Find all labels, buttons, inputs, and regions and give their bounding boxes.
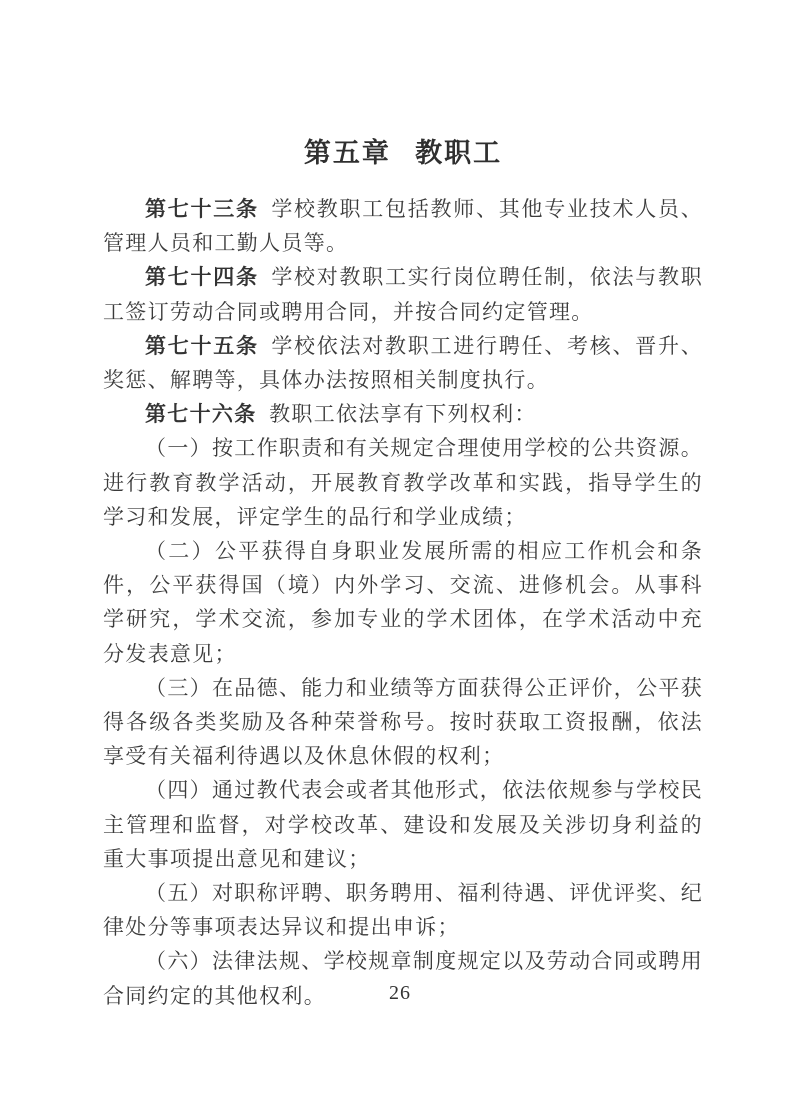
- page-number: 26: [389, 982, 411, 1004]
- paragraph-item-3: [103, 671, 703, 774]
- chapter-label: 第五章: [303, 138, 391, 168]
- paragraph-item-4: [103, 773, 703, 876]
- article-text: 教职工依法享有下列权利：: [269, 402, 537, 427]
- paragraph-item-5: [103, 876, 703, 944]
- paragraph-article-76: [103, 397, 703, 431]
- item-text: （三）在品德、能力和业绩等方面获得公正评价，公平获得各级各类奖励及各种荣誉称号。按时获取工资报酬，依法享受有关福利待遇以及休息休假的权利；: [103, 675, 703, 769]
- paragraph-article-74: [103, 260, 703, 328]
- article-text: 学校教职工包括教师、其他专业技术人员、管理人员和工勤人员等。: [103, 197, 703, 256]
- item-text: （六）法律法规、学校规章制度规定以及劳动合同或聘用合同约定的其他权利。: [103, 949, 703, 1008]
- article-number: 第七十五条: [145, 333, 259, 358]
- article-number: 第七十三条: [145, 197, 259, 221]
- item-text: （五）对职称评聘、职务聘用、福利待遇、评优评奖、纪律处分等事项表达异议和提出申诉；: [103, 881, 703, 940]
- item-text: （四）通过教代表会或者其他形式，依法依规参与学校民主管理和监督，对学校改革、建设和发展及关涉切身利益的重大事项提出意见和建议；: [103, 778, 703, 871]
- paragraph-item-1: [103, 431, 703, 534]
- chapter-title: [103, 136, 703, 170]
- chapter-name: 教职工: [415, 138, 503, 168]
- text-block: [103, 136, 703, 1013]
- item-text: （二）公平获得自身职业发展所需的相应工作机会和条件，公平获得国（境）内外学习、交流、进修机会。从事科学研究，学术交流，参加专业的学术团体，在学术活动中充分发表意见；: [103, 539, 703, 666]
- article-number: 第七十四条: [145, 265, 259, 290]
- article-text: 学校依法对教职工进行聘任、考核、晋升、奖惩、解聘等，具体办法按照相关制度执行。: [103, 333, 703, 393]
- item-text: （一）按工作职责和有关规定合理使用学校的公共资源。进行教育教学活动，开展教育教学改革和实践，指导学生的学习和发展，评定学生的品行和学业成绩；: [103, 436, 703, 529]
- paragraph-item-2: [103, 534, 703, 671]
- paragraph-article-75: [103, 329, 703, 397]
- article-text: 学校对教职工实行岗位聘任制，依法与教职工签订劳动合同或聘用合同，并按合同约定管理。: [103, 265, 703, 324]
- article-number: 第七十六条: [145, 402, 257, 427]
- paragraph-article-73: [103, 192, 703, 260]
